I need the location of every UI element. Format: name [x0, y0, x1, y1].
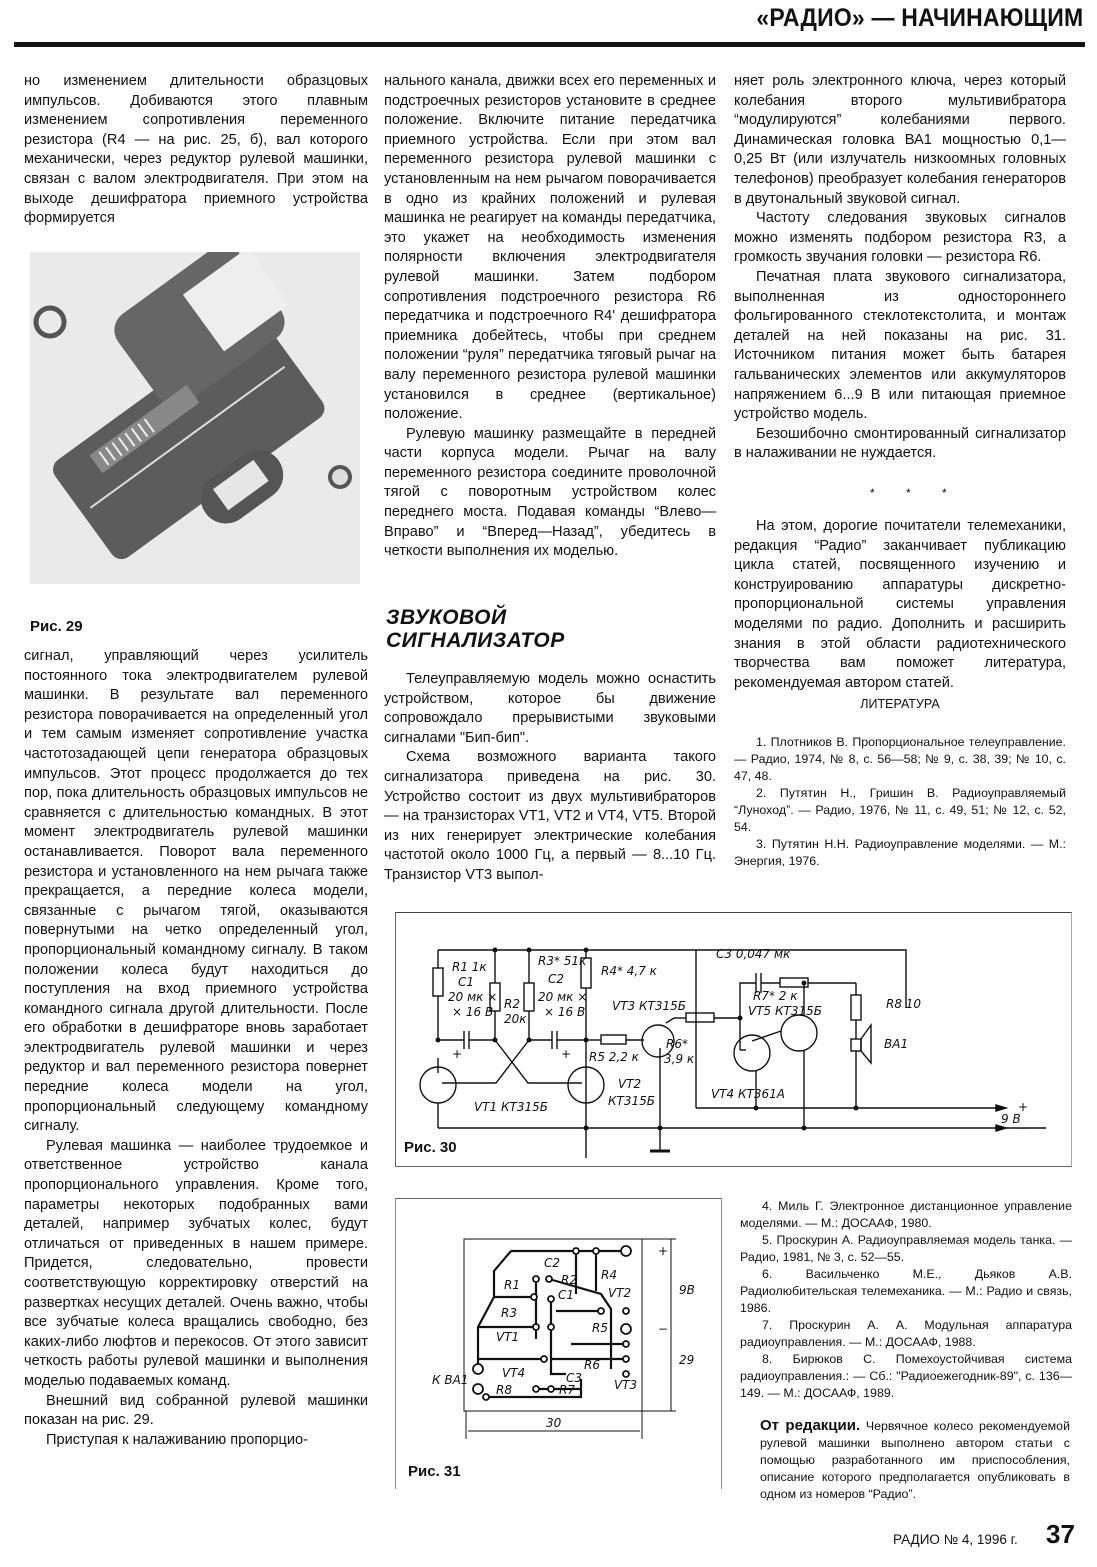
- paragraph: Печатная плата звукового сигнализатора, выполненная из одностороннего фольгированного стеклотекстолита, и монтаж деталей на ней показаны на рис. 31. Источником питания может быть батарея гальванических элементов или аккумуляторов напряжением 6...9 В или питающая приемное устройство модель.: [734, 268, 1066, 423]
- reference-item: 1. Плотников В. Пропорциональное телеуправление. — Радио, 1974, № 8, с. 56—58; № 9, с. 38, 39; № 10, с. 47, 48.: [734, 735, 1066, 783]
- column1-body: [24, 647, 368, 1450]
- svg-text:× 16 В: × 16 В: [544, 1005, 586, 1019]
- svg-text:20 мк ×: 20 мк ×: [538, 990, 588, 1004]
- svg-text:+: +: [1018, 1100, 1029, 1114]
- literature-heading: ЛИТЕРАТУРА: [860, 697, 940, 711]
- reference-item: 8. Бирюков С. Помехоустойчивая система радиоуправления.: — Сб.: "Радиоежегодник-89", с. 136—149. — М.: ДОСААФ, 1989.: [740, 1352, 1072, 1400]
- paragraph: На этом, дорогие почитатели телемеханики, редакция “Радио” заканчивает публикацию цикла статей, посвященного изучению и конструированию аппаратуры дискретно-пропорциональной системы управления моделями по радио. Дополнить и расширить знания в этой области радиотехнического творчества вам поможет литература, рекомендуемая автором статей.: [734, 518, 1066, 691]
- reference-item: 7. Проскурин А. А. Модульная аппаратура радиоуправления. — М.: ДОСААФ, 1988.: [740, 1318, 1072, 1349]
- svg-text:C1: C1: [558, 1288, 575, 1302]
- figure30-caption: Рис. 30: [404, 1139, 457, 1156]
- reference-item: 2. Путятин Н., Гришин В. Радиоуправляемый “Луноход”. — Радио, 1976, № 11, с. 49, 51; № 12, с. 52, 54.: [734, 786, 1066, 834]
- svg-text:VT3: VT3: [614, 1378, 638, 1392]
- svg-text:30: 30: [546, 1416, 562, 1430]
- paragraph: няет роль электронного ключа, через который колебания второго мультивибратора “модулируются” колебаниями первого. Динамическая головка ВА1 мощностью 0,1—0,25 Вт (или излучатель низкоомных головных телефонов) преобразует колебания генераторов в двутональный звуковой сигнал.: [734, 73, 1066, 207]
- svg-text:R3* 51к: R3* 51к: [538, 954, 587, 968]
- steering-servo-photo-image: [30, 252, 360, 584]
- figure29-caption: Рис. 29: [30, 618, 83, 635]
- reference-item: 3. Путятин Н.Н. Радиоуправление моделями. — М.: Энергия, 1976.: [734, 837, 1066, 868]
- paragraph: Приступая к налаживанию пропорцио-: [46, 1431, 309, 1448]
- svg-text:R5: R5: [592, 1321, 608, 1335]
- label-r1: R1 1к: [452, 960, 487, 974]
- editor-note: [760, 1417, 1070, 1503]
- svg-text:R4: R4: [601, 1268, 617, 1282]
- reference-list-part1: [734, 734, 1066, 870]
- svg-text:−: −: [658, 1322, 669, 1336]
- paragraph: Внешний вид собранной рулевой машинки показан на рис. 29.: [24, 1392, 368, 1429]
- svg-text:+: +: [452, 1047, 463, 1061]
- svg-text:VT5 КТ315Б: VT5 КТ315Б: [748, 1004, 822, 1018]
- svg-text:9В: 9В: [679, 1283, 695, 1297]
- page-number: 37: [1046, 1519, 1075, 1549]
- svg-text:R8 10: R8 10: [886, 997, 922, 1011]
- svg-text:КТ315Б: КТ315Б: [608, 1094, 655, 1108]
- editor-note-label: От редакции.: [760, 1417, 861, 1434]
- pcb-diagram: [396, 1199, 721, 1449]
- reference-item: 4. Миль Г. Электронное дистанционное управление моделями. — М.: ДОСААФ, 1980.: [740, 1199, 1072, 1230]
- svg-text:R8: R8: [496, 1383, 512, 1397]
- figure30-schematic: [395, 912, 1072, 1167]
- svg-text:R6: R6: [584, 1358, 600, 1372]
- svg-text:R5 2,2 к: R5 2,2 к: [589, 1050, 639, 1064]
- svg-text:R6*: R6*: [666, 1037, 688, 1051]
- figure31-caption: Рис. 31: [408, 1463, 461, 1480]
- svg-text:3,9 к: 3,9 к: [664, 1052, 695, 1066]
- svg-text:BA1: BA1: [884, 1037, 909, 1051]
- running-header: «РАДИО» — НАЧИНАЮЩИМ: [756, 4, 1083, 32]
- svg-text:VT1: VT1: [496, 1330, 520, 1344]
- paragraph: нального канала, движки всех его переменных и подстроечных резисторов установите в среднее положение. Включите питание передатчика приемного устройства. Если при этом вал переменного резистора рулевой машинки с установленным на нем рычагом поворачивается в одно из крайних положений и рулевая машинка не реагирует на команды передатчика, это укажет на необходимость изменения полярности включения электродвигателя рулевой машинки. Затем подбором сопротивления подстроечного резистора R6 передатчика и подстроечного R4' дешифратора приемника добейтесь, чтобы при среднем положении “руля” передатчика тяговый рычаг на валу переменного резистора рулевой машинки установился в среднее (вертикальное) положение.: [384, 73, 716, 423]
- section-title: ЗВУКОВОЙ СИГНАЛИЗАТОР: [386, 606, 565, 652]
- svg-text:VT3 КТ315Б: VT3 КТ315Б: [612, 999, 686, 1013]
- column2-section-body: [384, 670, 716, 886]
- section-separator: * * *: [870, 486, 961, 500]
- svg-text:−: −: [1018, 1121, 1029, 1135]
- paragraph: сигнал, управляющий через усилитель постоянного тока электродвигателем рулевой машинки. В результате вал переменного резистора поворачивается на определенный угол и тем самым изменяет сопротивление участка частотозадающей цепи генератора образцовых импульсов. Этот процесс продолжается до тех пор, пока длительность образцовых импульсов не сравняется с длительностью командных. В этот момент электродвигатель рулевой машинки останавливается. Поворот вала переменного резистора и установленного на нем рычага также прекращается, а передние колеса модели, связанные с рычагом тягой, оказываются повернутыми на четко определенный угол, пропорциональный командному сигналу. В таком положении колеса будут находиться до поступления на вход приемного устройства командного сигнала другой длительности. После его обработки в дешифраторе вновь заработает электродвигатель рулевой машинки и через редуктор и вал переменного резистора повернет передние колеса модели на угол, пропорциональный следующему командному сигналу.: [24, 648, 368, 1135]
- svg-text:R3: R3: [501, 1306, 517, 1320]
- paragraph: Частоту следования звуковых сигналов можно изменять подбором резистора R3, а громкость звучания головки — резистора R6.: [734, 210, 1066, 266]
- svg-text:29: 29: [679, 1353, 695, 1367]
- svg-text:+: +: [658, 1244, 669, 1258]
- paragraph: Телеуправляемую модель можно оснастить устройством, которое бы движение сопровождало прерывистыми звуковыми сигналами "Бип-бип".: [384, 671, 716, 746]
- svg-text:9 В: 9 В: [1001, 1112, 1021, 1126]
- circuit-diagram: [396, 913, 1071, 1166]
- svg-text:VT2: VT2: [608, 1286, 632, 1300]
- paragraph: но изменением длительности образцовых импульсов. Добиваются этого плавным изменением сопротивления переменного резистора (R4 — на рис. 25, б), вал которого механически, через редуктор рулевой машинки, связан с валом электродвигателя. При этом на выходе дешифратора приемного устройства формируется: [24, 73, 368, 227]
- svg-text:VT4 КТ361А: VT4 КТ361А: [711, 1087, 785, 1101]
- svg-text:× 16 В: × 16 В: [452, 1005, 494, 1019]
- svg-text:C2: C2: [544, 1256, 561, 1270]
- svg-text:20 мк ×: 20 мк ×: [448, 990, 498, 1004]
- paragraph: Рулевая машинка — наиболее трудоемкое и ответственное устройство канала пропорционального управления. Кроме того, параметры некоторых подобранных вами деталей, например зубчатых колес, будут отличаться от приведенных в нашем примере. Придется, следовательно, провести соответствующую корректировку отверстий на развертках несущих деталей. Очень важно, чтобы все зубчатые колеса вращались свободно, без каких-либо люфтов и перекосов. От этого зависит четкость работы рулевой машинки и выполнения моделью подаваемых команд.: [24, 1137, 368, 1389]
- svg-text:R1: R1: [504, 1278, 520, 1292]
- paragraph: Рулевую машинку размещайте в передней части корпуса модели. Рычаг на валу переменного резистора соедините проволочной тягой с поворотным устройством колес переднего моста. Подавая команды “Влево—Вправо” и “Вперед—Назад”, убедитесь в четкости выполнения их моделью.: [384, 425, 716, 560]
- header-rule: [14, 42, 1085, 47]
- svg-text:+: +: [561, 1047, 572, 1061]
- svg-text:VT2: VT2: [618, 1077, 642, 1091]
- reference-item: 5. Проскурин А. Радиоуправляемая модель танка. — Радио, 1981, № 3, с. 52—55.: [740, 1233, 1072, 1264]
- reference-list-part2: [740, 1198, 1072, 1402]
- figure31-pcb-layout: [395, 1198, 722, 1489]
- svg-text:C3: C3: [566, 1371, 583, 1385]
- footer-issue: РАДИО № 4, 1996 г.: [893, 1532, 1018, 1547]
- svg-text:C1: C1: [458, 975, 475, 989]
- paragraph: Безошибочно смонтированный сигнализатор в налаживании не нуждается.: [734, 425, 1066, 462]
- svg-text:R7* 2 к: R7* 2 к: [753, 989, 798, 1003]
- svg-text:VT4: VT4: [502, 1366, 526, 1380]
- svg-text:R4* 4,7 к: R4* 4,7 к: [601, 964, 657, 978]
- column2-body: [384, 72, 716, 562]
- svg-text:К ВА1: К ВА1: [432, 1373, 469, 1387]
- svg-text:C3 0,047 мк: C3 0,047 мк: [716, 947, 791, 961]
- reference-item: 6. Васильченко М.Е., Дьяков А.В. Радиолюбительская телемеханика. — М.: Радио и связь, 1986.: [740, 1267, 1072, 1315]
- svg-text:R7: R7: [559, 1383, 575, 1397]
- svg-text:R2: R2: [561, 1273, 577, 1287]
- column1-top: [24, 72, 368, 229]
- editor-note-text: Червячное колесо рекомендуемой рулевой машинки выполнено автором статьи с помощью разработанного им приспособления, описание которого предполагается опубликовать в одном из номеров “Радио”.: [760, 1419, 1070, 1501]
- svg-text:VT1 КТ315Б: VT1 КТ315Б: [474, 1100, 548, 1114]
- svg-text:20к: 20к: [504, 1012, 527, 1026]
- svg-text:C2: C2: [548, 972, 565, 986]
- column3-body: [734, 72, 1066, 464]
- column3-closing: [734, 517, 1066, 693]
- paragraph: Схема возможного варианта такого сигнализатора приведена на рис. 30. Устройство состоит из двух мультивибраторов — на транзисторах VT1, VT2 и VT4, VT5. Второй из них генерирует электрические колебания частотой около 1000 Гц, а первый — 8...10 Гц. Транзистор VT3 выпол-: [384, 749, 716, 883]
- figure29-photo: [30, 252, 360, 584]
- svg-text:R2: R2: [504, 997, 520, 1011]
